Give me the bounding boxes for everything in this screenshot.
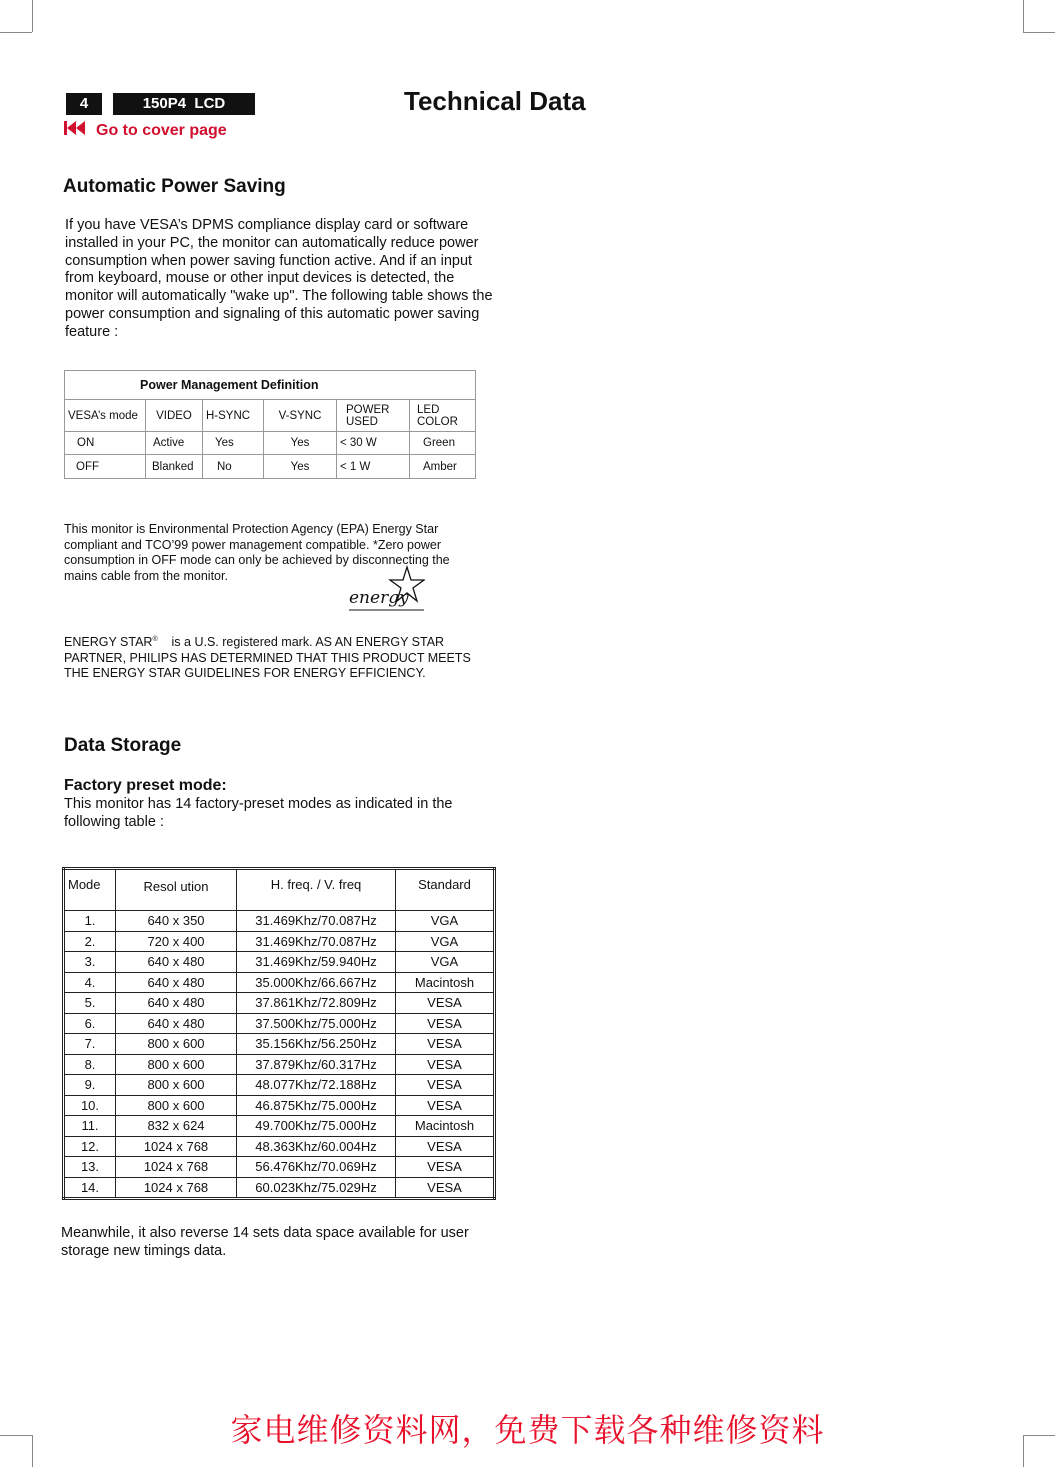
frequency-cell: 48.363Khz/60.004Hz — [237, 1136, 396, 1157]
frequency-cell: 35.000Khz/66.667Hz — [237, 972, 396, 993]
mode-number-cell: 6. — [64, 1013, 116, 1034]
table-row — [64, 1177, 495, 1199]
section-heading-power-saving: Automatic Power Saving — [63, 176, 286, 197]
table-row — [64, 1054, 495, 1075]
crop-mark — [0, 32, 32, 33]
modes-header-cell: Resol ution — [116, 869, 237, 911]
mode-number-cell: 1. — [64, 911, 116, 932]
standard-cell: VESA — [396, 1157, 495, 1178]
crop-mark — [32, 0, 33, 32]
mode-number-cell: 12. — [64, 1136, 116, 1157]
mode-number-cell: 7. — [64, 1034, 116, 1055]
mode-number-cell: 14. — [64, 1177, 116, 1199]
skip-back-icon — [64, 120, 86, 141]
table-row — [64, 952, 495, 973]
storage-footer-note: Meanwhile, it also reverse 14 sets data space available for user storage new timings data. — [61, 1225, 469, 1259]
energy-star-statement — [64, 632, 484, 682]
standard-cell: VESA — [396, 1095, 495, 1116]
resolution-cell: 640 x 480 — [116, 993, 237, 1014]
standard-cell: VESA — [396, 1177, 495, 1199]
mode-number-cell: 10. — [64, 1095, 116, 1116]
pm-cell: < 1 W — [337, 455, 410, 479]
pm-cell: Amber — [410, 455, 476, 479]
frequency-cell: 35.156Khz/56.250Hz — [237, 1034, 396, 1055]
pm-cell: OFF — [65, 455, 146, 479]
pm-header-cell: POWER USED — [337, 400, 410, 432]
watermark-banner: 家电维修资料网，免费下载各种维修资料 — [230, 1411, 825, 1449]
pm-cell: Active — [146, 432, 203, 455]
resolution-cell: 1024 x 768 — [116, 1157, 237, 1178]
frequency-cell: 31.469Khz/59.940Hz — [237, 952, 396, 973]
modes-header-cell: Mode — [64, 869, 116, 911]
page-number-badge: 4 — [66, 93, 102, 115]
modes-header-row — [64, 869, 495, 911]
cover-link-label: Go to cover page — [96, 121, 227, 139]
frequency-cell: 37.500Khz/75.000Hz — [237, 1013, 396, 1034]
standard-cell: VESA — [396, 1013, 495, 1034]
modes-header-cell: Standard — [396, 869, 495, 911]
standard-cell: Macintosh — [396, 1116, 495, 1137]
resolution-cell: 640 x 480 — [116, 972, 237, 993]
table-row — [64, 1157, 495, 1178]
resolution-cell: 1024 x 768 — [116, 1177, 237, 1199]
registered-mark: ® — [152, 636, 158, 643]
crop-mark — [1023, 32, 1055, 33]
crop-mark — [1023, 0, 1024, 32]
standard-cell: VESA — [396, 993, 495, 1014]
pm-header-cell: VESA’s mode — [65, 400, 146, 432]
pm-header-cell: LED COLOR — [410, 400, 476, 432]
standard-cell: VESA — [396, 1075, 495, 1096]
standard-cell: VGA — [396, 931, 495, 952]
frequency-cell: 60.023Khz/75.029Hz — [237, 1177, 396, 1199]
table-row — [64, 1013, 495, 1034]
frequency-cell: 31.469Khz/70.087Hz — [237, 931, 396, 952]
resolution-cell: 640 x 480 — [116, 1013, 237, 1034]
standard-cell: VGA — [396, 911, 495, 932]
frequency-cell: 46.875Khz/75.000Hz — [237, 1095, 396, 1116]
pm-header-cell: VIDEO — [146, 400, 203, 432]
pm-table-title: Power Management Definition — [65, 371, 476, 400]
table-row — [64, 1075, 495, 1096]
frequency-cell: 49.700Khz/75.000Hz — [237, 1116, 396, 1137]
table-row — [64, 1095, 495, 1116]
energy-star-text: is a U.S. registered mark. AS AN ENERGY STAR PARTNER, PHILIPS HAS DETERMINED THAT THIS PRODUCT MEETS THE ENERGY STAR GUIDELINES FOR ENERGY EFFICIENCY. — [64, 635, 471, 681]
pm-cell: < 30 W — [337, 432, 410, 455]
pm-cell: Yes — [203, 432, 264, 455]
page-title: Technical Data — [404, 86, 586, 116]
pm-cell: Yes — [264, 432, 337, 455]
pm-cell: ON — [65, 432, 146, 455]
mode-number-cell: 5. — [64, 993, 116, 1014]
power-saving-intro: If you have VESA’s DPMS compliance display card or software installed in your PC, the monitor can automatically reduce power consumption when power saving function active. And if an input from keyboard, mouse or other input devices is detected, the monitor will automatically "wake up". The following table shows the power consumption and signaling of this automatic power saving feature : — [65, 217, 493, 340]
resolution-cell: 800 x 600 — [116, 1054, 237, 1075]
resolution-cell: 832 x 624 — [116, 1116, 237, 1137]
resolution-cell: 1024 x 768 — [116, 1136, 237, 1157]
modes-header-cell: H. freq. / V. freq — [237, 869, 396, 911]
energy-star-logo — [345, 565, 425, 618]
factory-modes-table — [62, 867, 496, 1200]
table-row — [64, 911, 495, 932]
pm-cell: Yes — [264, 455, 337, 479]
standard-cell: Macintosh — [396, 972, 495, 993]
table-row — [64, 972, 495, 993]
pm-header-cell: H-SYNC — [203, 400, 264, 432]
model-badge: 150P4 LCD — [113, 93, 255, 115]
frequency-cell: 37.861Khz/72.809Hz — [237, 993, 396, 1014]
factory-preset-intro: This monitor has 14 factory-preset modes as indicated in the following table : — [64, 796, 453, 830]
energy-star-mark: ENERGY STAR — [64, 635, 153, 650]
mode-number-cell: 9. — [64, 1075, 116, 1096]
standard-cell: VESA — [396, 1054, 495, 1075]
mode-number-cell: 3. — [64, 952, 116, 973]
resolution-cell: 640 x 480 — [116, 952, 237, 973]
mode-number-cell: 13. — [64, 1157, 116, 1178]
pm-cell: Blanked — [146, 455, 203, 479]
table-row — [64, 1136, 495, 1157]
pm-table-row — [65, 455, 476, 479]
resolution-cell: 640 x 350 — [116, 911, 237, 932]
standard-cell: VGA — [396, 952, 495, 973]
mode-number-cell: 8. — [64, 1054, 116, 1075]
pm-header-cell: V-SYNC — [264, 400, 337, 432]
epa-note: This monitor is Environmental Protection Agency (EPA) Energy Star compliant and TCO’99 power management compatible. *Zero power consumption in OFF mode can only be achieved by disconnecting the mains cable from the monitor. — [64, 522, 450, 583]
mode-number-cell: 2. — [64, 931, 116, 952]
mode-number-cell: 4. — [64, 972, 116, 993]
frequency-cell: 31.469Khz/70.087Hz — [237, 911, 396, 932]
resolution-cell: 720 x 400 — [116, 931, 237, 952]
frequency-cell: 48.077Khz/72.188Hz — [237, 1075, 396, 1096]
table-row — [64, 1034, 495, 1055]
resolution-cell: 800 x 600 — [116, 1034, 237, 1055]
factory-preset-heading: Factory preset mode: — [64, 777, 227, 794]
frequency-cell: 56.476Khz/70.069Hz — [237, 1157, 396, 1178]
table-row — [64, 993, 495, 1014]
section-heading-data-storage: Data Storage — [64, 735, 182, 756]
standard-cell: VESA — [396, 1136, 495, 1157]
frequency-cell: 37.879Khz/60.317Hz — [237, 1054, 396, 1075]
standard-cell: VESA — [396, 1034, 495, 1055]
energy-logo-text: energy — [349, 588, 409, 608]
go-to-cover-link[interactable] — [64, 120, 227, 141]
pm-table-row — [65, 432, 476, 455]
pm-cell: No — [203, 455, 264, 479]
resolution-cell: 800 x 600 — [116, 1095, 237, 1116]
resolution-cell: 800 x 600 — [116, 1075, 237, 1096]
table-row — [64, 931, 495, 952]
mode-number-cell: 11. — [64, 1116, 116, 1137]
table-row — [64, 1116, 495, 1137]
pm-cell: Green — [410, 432, 476, 455]
power-management-table — [64, 370, 476, 479]
